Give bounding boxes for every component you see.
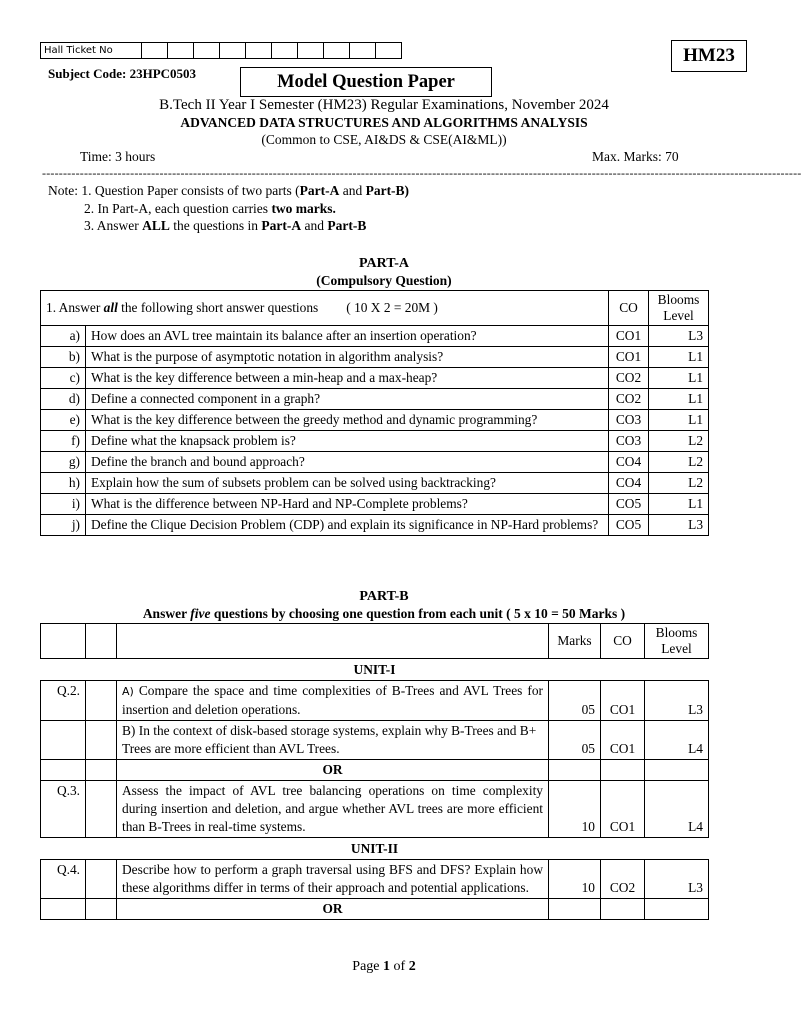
- q4-number: Q.4.: [41, 860, 86, 899]
- blooms-level: L2: [649, 452, 709, 473]
- question-text: Explain how the sum of subsets problem can be solved using backtracking?: [86, 473, 609, 494]
- regulation-code-box: HM23: [671, 40, 747, 72]
- subject-code: Subject Code: 23HPC0503: [48, 66, 197, 81]
- q3-number: Q.3.: [41, 781, 86, 838]
- blooms-level: L1: [649, 347, 709, 368]
- or-separator: OR: [117, 899, 549, 920]
- blooms-level: L2: [649, 431, 709, 452]
- co-value: CO2: [609, 368, 649, 389]
- co-value: CO2: [609, 389, 649, 410]
- question-text: What is the key difference between a min-heap and a max-heap?: [86, 368, 609, 389]
- hall-ticket-digit-cell[interactable]: [376, 43, 402, 59]
- blooms-level: L2: [649, 473, 709, 494]
- part-a-question-row: [41, 515, 709, 536]
- page-footer: Page 1 of 2: [352, 959, 416, 974]
- question-label: a): [41, 326, 86, 347]
- question-text: What is the key difference between the greedy method and dynamic programming?: [86, 410, 609, 431]
- hall-ticket-digit-cell[interactable]: [220, 43, 246, 59]
- q2a-text: A) Compare the space and time complexities of B-Trees and AVL Trees for insertion and deletion operations.: [117, 681, 549, 721]
- part-a-question-row: [41, 389, 709, 410]
- or-row-1: [41, 760, 709, 781]
- hall-ticket-digit-cell[interactable]: [142, 43, 168, 59]
- co-value: CO3: [609, 431, 649, 452]
- blooms-column-header: Blooms Level: [649, 291, 709, 326]
- question-label: i): [41, 494, 86, 515]
- part-a-question-row: [41, 452, 709, 473]
- q4-row: Q.4. Describe how to perform a graph traversal using BFS and DFS? Explain how these algorithms differ in terms of their approach and potential applications. 10 CO2 L3: [41, 860, 709, 899]
- hall-ticket-digit-cell[interactable]: [168, 43, 194, 59]
- hall-ticket-digit-cell[interactable]: [298, 43, 324, 59]
- marks-column-header: Marks: [549, 624, 601, 659]
- part-b-table: [40, 623, 709, 920]
- q2b-row: B) In the context of disk-based storage systems, explain why B-Trees and B+ Trees are more efficient than AVL Trees. 05 CO1 L4: [41, 721, 709, 760]
- or-separator: OR: [117, 760, 549, 781]
- q4-text: Describe how to perform a graph traversal using BFS and DFS? Explain how these algorithms differ in terms of their approach and potential applications.: [117, 860, 549, 899]
- co-value: CO1: [609, 347, 649, 368]
- q3-row: Q.3. Assess the impact of AVL tree balancing operations on time complexity during insertion and deletion, and argue whether AVL trees are more efficient than B-Trees in real-time systems. 10 CO1 L4: [41, 781, 709, 838]
- part-a-question-row: [41, 326, 709, 347]
- part-b-heading: PART-B: [359, 589, 409, 604]
- note-3: 3. Answer ALL the questions in Part-A and Part-B: [84, 218, 367, 233]
- question-label: e): [41, 410, 86, 431]
- blooms-level: L1: [649, 494, 709, 515]
- co-value: CO4: [609, 473, 649, 494]
- common-to-line: (Common to CSE, AI&DS & CSE(AI&ML)): [261, 132, 507, 147]
- time-allowed: Time: 3 hours: [80, 149, 156, 164]
- co-value: CO1: [609, 326, 649, 347]
- blooms-level: L1: [649, 410, 709, 431]
- q2a-row: Q.2. A) Compare the space and time complexities of B-Trees and AVL Trees for insertion and deletion operations. 05 CO1 L3: [41, 681, 709, 721]
- question-label: j): [41, 515, 86, 536]
- part-a-question-row: [41, 431, 709, 452]
- question-text: What is the purpose of asymptotic notation in algorithm analysis?: [86, 347, 609, 368]
- question-label: c): [41, 368, 86, 389]
- question-label: b): [41, 347, 86, 368]
- blooms-column-header: Blooms Level: [645, 624, 709, 659]
- question-label: d): [41, 389, 86, 410]
- hall-ticket-label: Hall Ticket No: [41, 43, 142, 59]
- part-a-instruction-row: [41, 291, 709, 326]
- question-label: g): [41, 452, 86, 473]
- question-label: h): [41, 473, 86, 494]
- part-a-table: [40, 290, 709, 536]
- blooms-level: L3: [649, 515, 709, 536]
- co-value: CO5: [609, 515, 649, 536]
- question-text: How does an AVL tree maintain its balance after an insertion operation?: [86, 326, 609, 347]
- co-value: CO3: [609, 410, 649, 431]
- note-2: 2. In Part-A, each question carries two marks.: [84, 200, 336, 216]
- co-value: CO4: [609, 452, 649, 473]
- blooms-level: L1: [649, 368, 709, 389]
- note-1: Note: 1. Question Paper consists of two parts (Part-A and Part-B): [48, 183, 410, 198]
- part-b-header-row: [41, 624, 709, 659]
- paper-title: Model Question Paper: [240, 67, 492, 97]
- question-text: Define what the knapsack problem is?: [86, 431, 609, 452]
- max-marks: Max. Marks: 70: [592, 149, 679, 164]
- unit-1-heading: UNIT-I: [353, 662, 396, 677]
- notes-block: [48, 182, 409, 235]
- hall-ticket-digit-cell[interactable]: [350, 43, 376, 59]
- question-label: f): [41, 431, 86, 452]
- hall-ticket-digit-cell[interactable]: [194, 43, 220, 59]
- unit-2-heading: UNIT-II: [350, 841, 399, 856]
- part-a-question-row: [41, 494, 709, 515]
- co-column-header: CO: [601, 624, 645, 659]
- hall-ticket-digit-cell[interactable]: [272, 43, 298, 59]
- part-a-subheading: (Compulsory Question): [316, 273, 452, 288]
- part-a-question-row: [41, 410, 709, 431]
- question-text: What is the difference between NP-Hard and NP-Complete problems?: [86, 494, 609, 515]
- q2-number: Q.2.: [41, 681, 86, 721]
- hall-ticket-box: [40, 42, 402, 59]
- question-text: Define the Clique Decision Problem (CDP) and explain its significance in NP-Hard problems?: [86, 515, 609, 536]
- unit-1-row: [41, 659, 709, 681]
- q3-text: Assess the impact of AVL tree balancing operations on time complexity during insertion and deletion, and argue whether AVL trees are more efficient than B-Trees in real-time systems.: [117, 781, 549, 838]
- part-b-subheading: Answer five questions by choosing one question from each unit ( 5 x 10 = 50 Marks ): [142, 606, 626, 621]
- dashed-divider: -------------------------------------------------------------------------------------------------------------------------------------------------------------------------------------: [42, 166, 802, 180]
- co-column-header: CO: [609, 291, 649, 326]
- hall-ticket-digit-cell[interactable]: [246, 43, 272, 59]
- part-a-instruction: 1. Answer all the following short answer questions ( 10 X 2 = 20M ): [41, 291, 609, 326]
- q2b-text: B) In the context of disk-based storage systems, explain why B-Trees and B+ Trees are more efficient than AVL Trees.: [117, 721, 549, 760]
- course-title: ADVANCED DATA STRUCTURES AND ALGORITHMS ANALYSIS: [180, 115, 588, 130]
- unit-2-row: [41, 838, 709, 860]
- blooms-level: L3: [649, 326, 709, 347]
- part-a-question-row: [41, 473, 709, 494]
- exam-line: B.Tech II Year I Semester (HM23) Regular Examinations, November 2024: [159, 97, 609, 113]
- hall-ticket-digit-cell[interactable]: [324, 43, 350, 59]
- co-value: CO5: [609, 494, 649, 515]
- or-row-2: [41, 899, 709, 920]
- part-a-question-row: [41, 368, 709, 389]
- question-text: Define the branch and bound approach?: [86, 452, 609, 473]
- question-text: Define a connected component in a graph?: [86, 389, 609, 410]
- part-a-heading: PART-A: [358, 256, 410, 271]
- part-a-question-row: [41, 347, 709, 368]
- blooms-level: L1: [649, 389, 709, 410]
